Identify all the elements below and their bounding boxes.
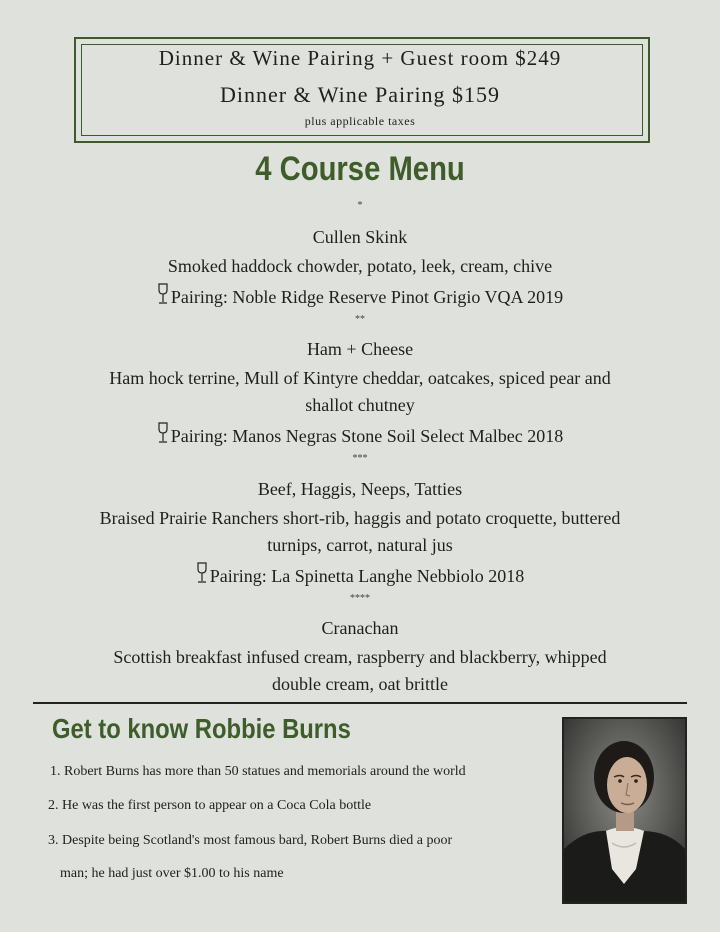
course-description: Ham hock terrine, Mull of Kintyre cheddar, oatcakes, spiced pear and <box>109 368 611 388</box>
course-description: double cream, oat brittle <box>272 674 448 694</box>
course-description: Smoked haddock chowder, potato, leek, cream, chive <box>167 256 553 276</box>
course-separator: **** <box>350 593 370 604</box>
course-description: Scottish breakfast infused cream, raspberry and blackberry, whipped <box>113 647 607 667</box>
price-line-room: Dinner & Wine Pairing + Guest room $249 <box>158 46 562 70</box>
course-separator: *** <box>352 453 368 464</box>
course-pairing <box>0 283 720 308</box>
course-pairing-text: Pairing: Noble Ridge Reserve Pinot Grigio VQA 2019 <box>170 287 564 307</box>
wine-glass-icon <box>196 562 208 584</box>
price-line-dinner: Dinner & Wine Pairing $159 <box>219 82 501 107</box>
fact-item: 1. Robert Burns has more than 50 statues and memorials around the world <box>50 764 466 779</box>
course-name: Cranachan <box>321 618 399 638</box>
price-taxes-note: plus applicable taxes <box>304 114 416 128</box>
wine-glass-icon <box>157 422 169 444</box>
course-pairing <box>0 562 720 587</box>
robbie-burns-portrait <box>562 717 687 904</box>
course-separator: * <box>357 200 363 211</box>
robbie-burns-title: Get to know Robbie Burns <box>52 713 351 744</box>
section-divider <box>33 702 687 704</box>
fact-item: man; he had just over $1.00 to his name <box>60 866 284 881</box>
portrait-illustration <box>564 719 685 902</box>
course-separator: ** <box>355 314 365 325</box>
course-name: Cullen Skink <box>312 227 408 247</box>
course-pairing-text: Pairing: La Spinetta Langhe Nebbiolo 2018 <box>209 566 525 586</box>
course-pairing-text: Pairing: Manos Negras Stone Soil Select Malbec 2018 <box>170 426 564 446</box>
menu-title: 4 Course Menu <box>255 150 465 188</box>
fact-item: 2. He was the first person to appear on a Coca Cola bottle <box>48 798 372 813</box>
fact-item: 3. Despite being Scotland's most famous bard, Robert Burns died a poor <box>48 833 453 848</box>
course-pairing <box>0 422 720 447</box>
course-description: shallot chutney <box>305 395 415 415</box>
course-name: Ham + Cheese <box>306 339 414 359</box>
course-description: turnips, carrot, natural jus <box>267 535 453 555</box>
wine-glass-icon <box>157 283 169 305</box>
course-name: Beef, Haggis, Neeps, Tatties <box>257 479 463 499</box>
course-description: Braised Prairie Ranchers short-rib, haggis and potato croquette, buttered <box>99 508 621 528</box>
